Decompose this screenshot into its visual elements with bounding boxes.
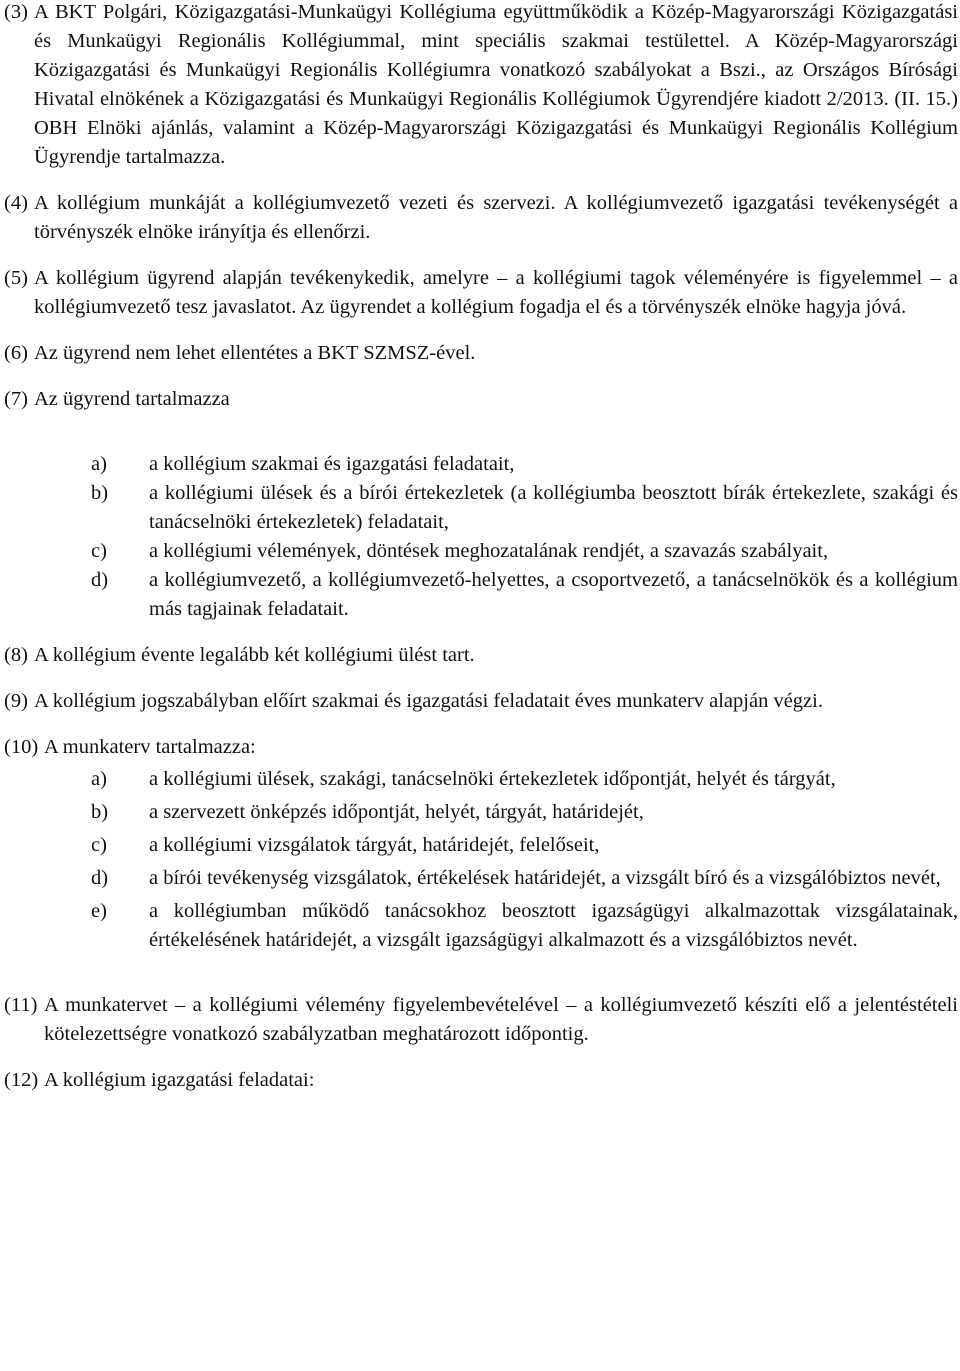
paragraph-text: A kollégium ügyrend alapján tevékenykedik, amelyre – a kollégiumi tagok véleményére is figyelemmel – a kollégiumvezető tesz javaslatot. Az ügyrendet a kollégium fogadja el és a törvényszék elnöke hagyja jóvá. xyxy=(34,267,958,318)
list-item-label: c) xyxy=(91,834,107,856)
paragraph-text: A kollégium jogszabályban előírt szakmai és igazgatási feladatait éves munkaterv alapján végzi. xyxy=(34,690,823,712)
list-item-text: a bírói tevékenység vizsgálatok, értékelések határidejét, a vizsgált bíró és a vizsgálóbiztos nevét, xyxy=(149,867,941,889)
paragraph-text: A munkaterv tartalmazza: xyxy=(44,736,256,758)
paragraph-number: (4) xyxy=(4,192,28,214)
paragraph-text: Az ügyrend nem lehet ellentétes a BKT SZMSZ-ével. xyxy=(34,342,476,364)
paragraph-number: (8) xyxy=(4,644,28,666)
list-item-10c xyxy=(4,831,958,860)
paragraph-5 xyxy=(4,264,958,322)
list-item-7a xyxy=(4,450,958,479)
list-item-7c xyxy=(4,537,958,566)
list-item-text: a kollégium szakmai és igazgatási feladatait, xyxy=(149,453,515,475)
list-item-text: a kollégiumvezető, a kollégiumvezető-helyettes, a csoportvezető, a tanácselnökök és a kollégium más tagjainak feladatait. xyxy=(149,569,958,620)
list-item-label: a) xyxy=(91,453,107,475)
paragraph-text: A munkatervet – a kollégiumi vélemény figyelembevételével – a kollégiumvezető készíti elő a jelentéstételi kötelezettségre vonatkozó szabályzatban meghatározott időpontig. xyxy=(44,994,958,1045)
paragraph-text: A kollégium igazgatási feladatai: xyxy=(44,1069,315,1091)
list-item-label: e) xyxy=(91,900,107,922)
list-item-10b xyxy=(4,798,958,827)
list-item-10a xyxy=(4,765,958,794)
list-item-label: c) xyxy=(91,540,107,562)
list-item-text: a szervezett önképzés időpontját, helyét, tárgyát, határidejét, xyxy=(149,801,644,823)
paragraph-number: (6) xyxy=(4,342,28,364)
paragraph-text: A kollégium évente legalább két kollégiumi ülést tart. xyxy=(34,644,475,666)
list-item-label: b) xyxy=(91,801,109,823)
list-item-10d xyxy=(4,864,958,893)
paragraph-11 xyxy=(4,991,958,1049)
paragraph-4 xyxy=(4,189,958,247)
paragraph-6 xyxy=(4,339,958,368)
paragraph-9 xyxy=(4,687,958,716)
list-item-label: d) xyxy=(91,867,109,889)
paragraph-text: A kollégium munkáját a kollégiumvezető vezeti és szervezi. A kollégiumvezető igazgatási tevékenységét a törvényszék elnöke irányítja és ellenőrzi. xyxy=(34,192,958,243)
list-item-label: b) xyxy=(91,482,109,504)
paragraph-text: Az ügyrend tartalmazza xyxy=(34,388,230,410)
list-item-label: d) xyxy=(91,569,109,591)
document-page xyxy=(4,0,958,1095)
paragraph-number: (12) xyxy=(4,1069,39,1091)
list-item-text: a kollégiumban működő tanácsokhoz beosztott igazságügyi alkalmazottak vizsgálatainak, értékelésének határidejét, a vizsgált igazságügyi alkalmazott és a vizsgálóbiztos nevét. xyxy=(149,900,958,951)
paragraph-10 xyxy=(4,733,958,762)
paragraph-number: (11) xyxy=(4,994,38,1016)
list-item-text: a kollégiumi ülések és a bírói értekezletek (a kollégiumba beosztott bírák értekezlete, szakági és tanácselnöki értekezletek) feladatait, xyxy=(149,482,958,533)
paragraph-3 xyxy=(4,0,958,172)
paragraph-number: (9) xyxy=(4,690,28,712)
list-item-10e xyxy=(4,897,958,955)
paragraph-8 xyxy=(4,641,958,670)
list-item-7b xyxy=(4,479,958,537)
paragraph-number: (10) xyxy=(4,736,39,758)
paragraph-text: A BKT Polgári, Közigazgatási-Munkaügyi Kollégiuma együttműködik a Közép-Magyarországi Közigazgatási és Munkaügyi Regionális Kollégiummal, mint speciális szakmai testülettel. A Közép-Magyarországi Közigazgatási és Munkaügyi Regionális Kollégiumra vonatkozó szabályokat a Bszi., az Országos Bírósági Hivatal elnökének a Közigazgatási és Munkaügyi Regionális Kollégiumok Ügyrendjére kiadott 2/2013. (II. 15.) OBH Elnöki ajánlás, valamint a Közép-Magyarországi Közigazgatási és Munkaügyi Regionális Kollégium Ügyrendje tartalmazza. xyxy=(34,1,958,168)
paragraph-7 xyxy=(4,385,958,414)
paragraph-number: (3) xyxy=(4,1,28,23)
list-item-label: a) xyxy=(91,768,107,790)
list-item-text: a kollégiumi vélemények, döntések meghozatalának rendjét, a szavazás szabályait, xyxy=(149,540,829,562)
list-item-7d xyxy=(4,566,958,624)
paragraph-12 xyxy=(4,1066,958,1095)
paragraph-number: (7) xyxy=(4,388,28,410)
list-item-text: a kollégiumi ülések, szakági, tanácselnöki értekezletek időpontját, helyét és tárgyát, xyxy=(149,768,836,790)
list-item-text: a kollégiumi vizsgálatok tárgyát, határidejét, felelőseit, xyxy=(149,834,600,856)
paragraph-number: (5) xyxy=(4,267,28,289)
